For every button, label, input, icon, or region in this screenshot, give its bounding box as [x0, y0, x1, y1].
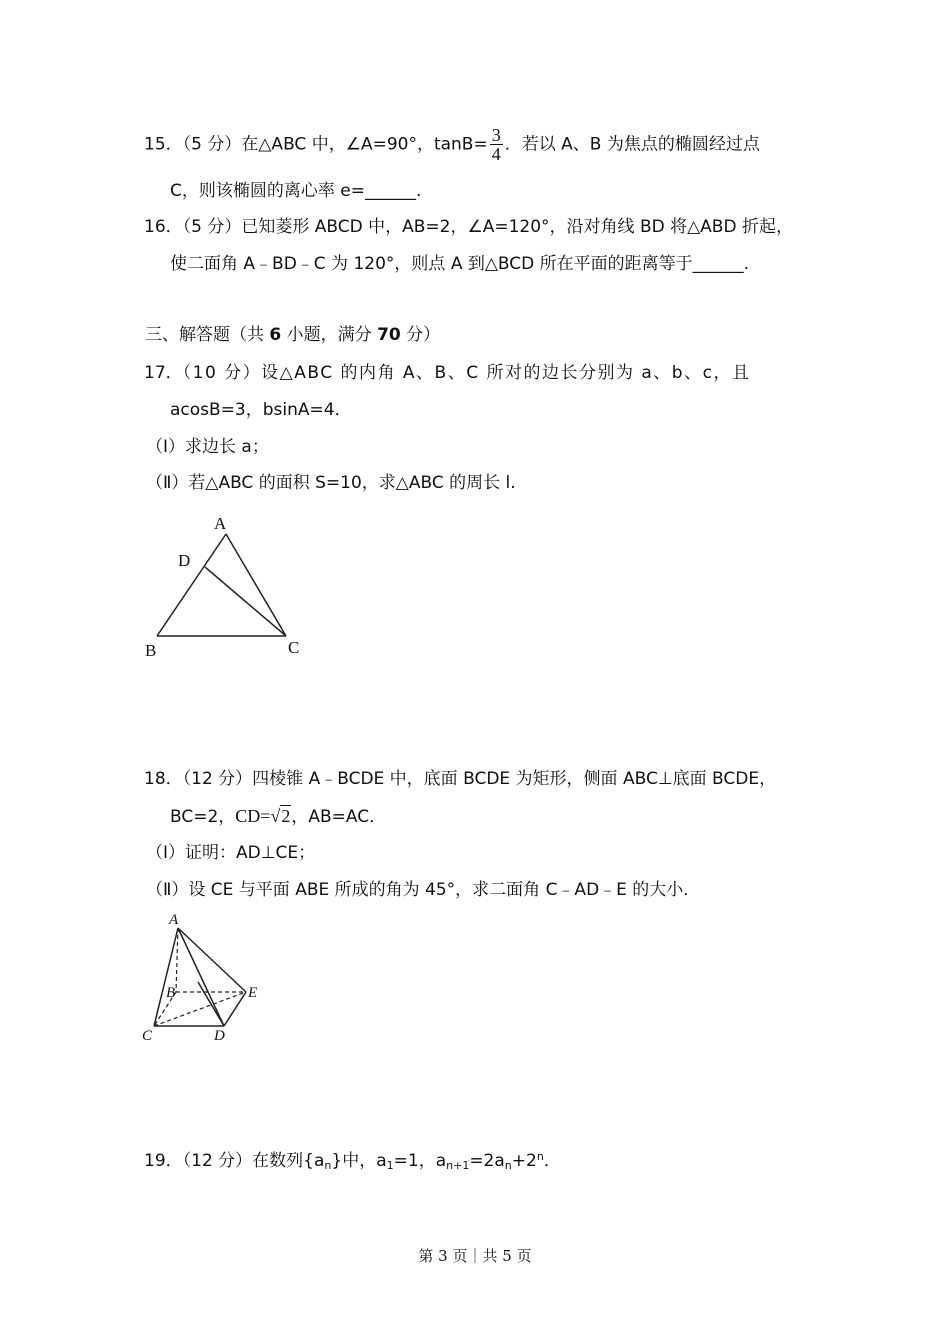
- section-question-count: 6: [269, 325, 282, 345]
- q18-label-c: C: [142, 1028, 153, 1044]
- q18-edge-ae: [178, 928, 246, 992]
- q17-text-line1: （10 分）设△ABC 的内角 A、B、C 所对的边长分别为 a、b、c，且: [182, 363, 751, 383]
- q15-fraction-denominator: 4: [491, 144, 501, 164]
- q18-text-line1: （12 分）四棱锥 A﹣BCDE 中，底面 BCDE 为矩形，侧面 ABC⊥底面 BCDE，: [182, 769, 777, 789]
- q17-edge-ab: [157, 534, 226, 636]
- q18-segment-bd: [198, 982, 224, 1026]
- q18-edge-ac: [154, 928, 178, 1026]
- q17-label-b: B: [145, 641, 157, 660]
- q19-mid3: =2a: [469, 1151, 505, 1171]
- q19-sub-1: 1: [386, 1159, 394, 1172]
- q19-post: ．: [543, 1151, 561, 1171]
- q19-sub-n: n: [324, 1159, 332, 1172]
- q17-edge-ac: [226, 534, 286, 636]
- q17-segment-dc: [205, 567, 286, 636]
- q17-part1: （Ⅰ）求边长 a；: [146, 437, 269, 457]
- q19-sub-n1: n+1: [446, 1159, 470, 1172]
- q19-mid1: }中，a: [331, 1151, 387, 1171]
- section-heading-mid: 小题，满分: [281, 325, 378, 345]
- section-heading: [145, 324, 440, 346]
- q18-cd-label: CD=: [235, 806, 271, 826]
- q18-number: 18．: [144, 769, 183, 789]
- q19-sub-n2: n: [504, 1159, 512, 1172]
- section-heading-pre: 三、解答题（共: [145, 325, 270, 345]
- q18-line1: [144, 768, 776, 790]
- q18-pyramid-figure: [138, 908, 278, 1048]
- q17-label-c: C: [288, 638, 300, 657]
- q18-edge-ad: [178, 928, 224, 1026]
- q15-fraction: [490, 126, 503, 163]
- section-total-score: 70: [377, 325, 401, 345]
- q19-line1: [144, 1150, 561, 1172]
- q15-fraction-numerator: 3: [491, 125, 501, 145]
- q17-label-d: D: [178, 551, 191, 570]
- q18-line2: [170, 805, 386, 828]
- q16-number: 16．: [144, 217, 183, 237]
- q19-mid4: +2: [511, 1151, 537, 1171]
- q16-line2: 使二面角 A﹣BD﹣C 为 120°，则点 A 到△BCD 所在平面的距离等于______.: [170, 254, 750, 274]
- q15-line2: C，则该椭圆的离心率 e=______.: [170, 181, 422, 201]
- q15-line1: [144, 126, 760, 163]
- q18-label-a: A: [169, 912, 179, 928]
- section-heading-post: 分）: [400, 325, 441, 345]
- q19-sup-n: n: [536, 1150, 544, 1163]
- q18-cd-expression: CD=√2: [235, 806, 291, 826]
- q15-number: 15．: [144, 134, 183, 155]
- q18-sqrt-radicand: 2: [281, 806, 291, 826]
- q16-line1: [144, 216, 793, 238]
- q16-text-line1: （5 分）已知菱形 ABCD 中，AB=2，∠A=120°，沿对角线 BD 将△ABD 折起，: [182, 217, 793, 237]
- q18-part1: （Ⅰ）证明：AD⊥CE；: [146, 843, 316, 863]
- q18-label-e: E: [248, 985, 258, 1001]
- q17-line2: acosB=3，bsinA=4．: [170, 400, 352, 420]
- q17-part2: （Ⅱ）若△ABC 的面积 S=10，求△ABC 的周长 l.: [146, 473, 516, 493]
- q18-bc-value: BC=2，: [170, 807, 236, 827]
- q18-part2: （Ⅱ）设 CE 与平面 ABE 所成的角为 45°，求二面角 C﹣AD﹣E 的大小．: [146, 880, 701, 900]
- q18-edge-de: [224, 992, 246, 1026]
- q15-text-part1: （5 分）在△ABC 中，∠A=90°，tanB=: [182, 134, 488, 155]
- q19-pre: （12 分）在数列{a: [182, 1151, 325, 1171]
- q18-label-b: B: [166, 985, 176, 1001]
- q17-line1: [144, 362, 750, 384]
- q19-mid2: =1，a: [393, 1151, 447, 1171]
- q15-text-part2: ．若以 A、B 为焦点的椭圆经过点: [504, 134, 760, 155]
- q17-triangle-figure: [140, 510, 320, 660]
- q18-ab-ac: ，AB=AC．: [291, 807, 387, 827]
- q18-label-d: D: [214, 1028, 225, 1044]
- q17-number: 17．: [144, 363, 183, 383]
- page-footer: 第 3 页｜共 5 页: [418, 1247, 532, 1265]
- q19-number: 19．: [144, 1151, 183, 1171]
- q17-label-a: A: [214, 514, 227, 533]
